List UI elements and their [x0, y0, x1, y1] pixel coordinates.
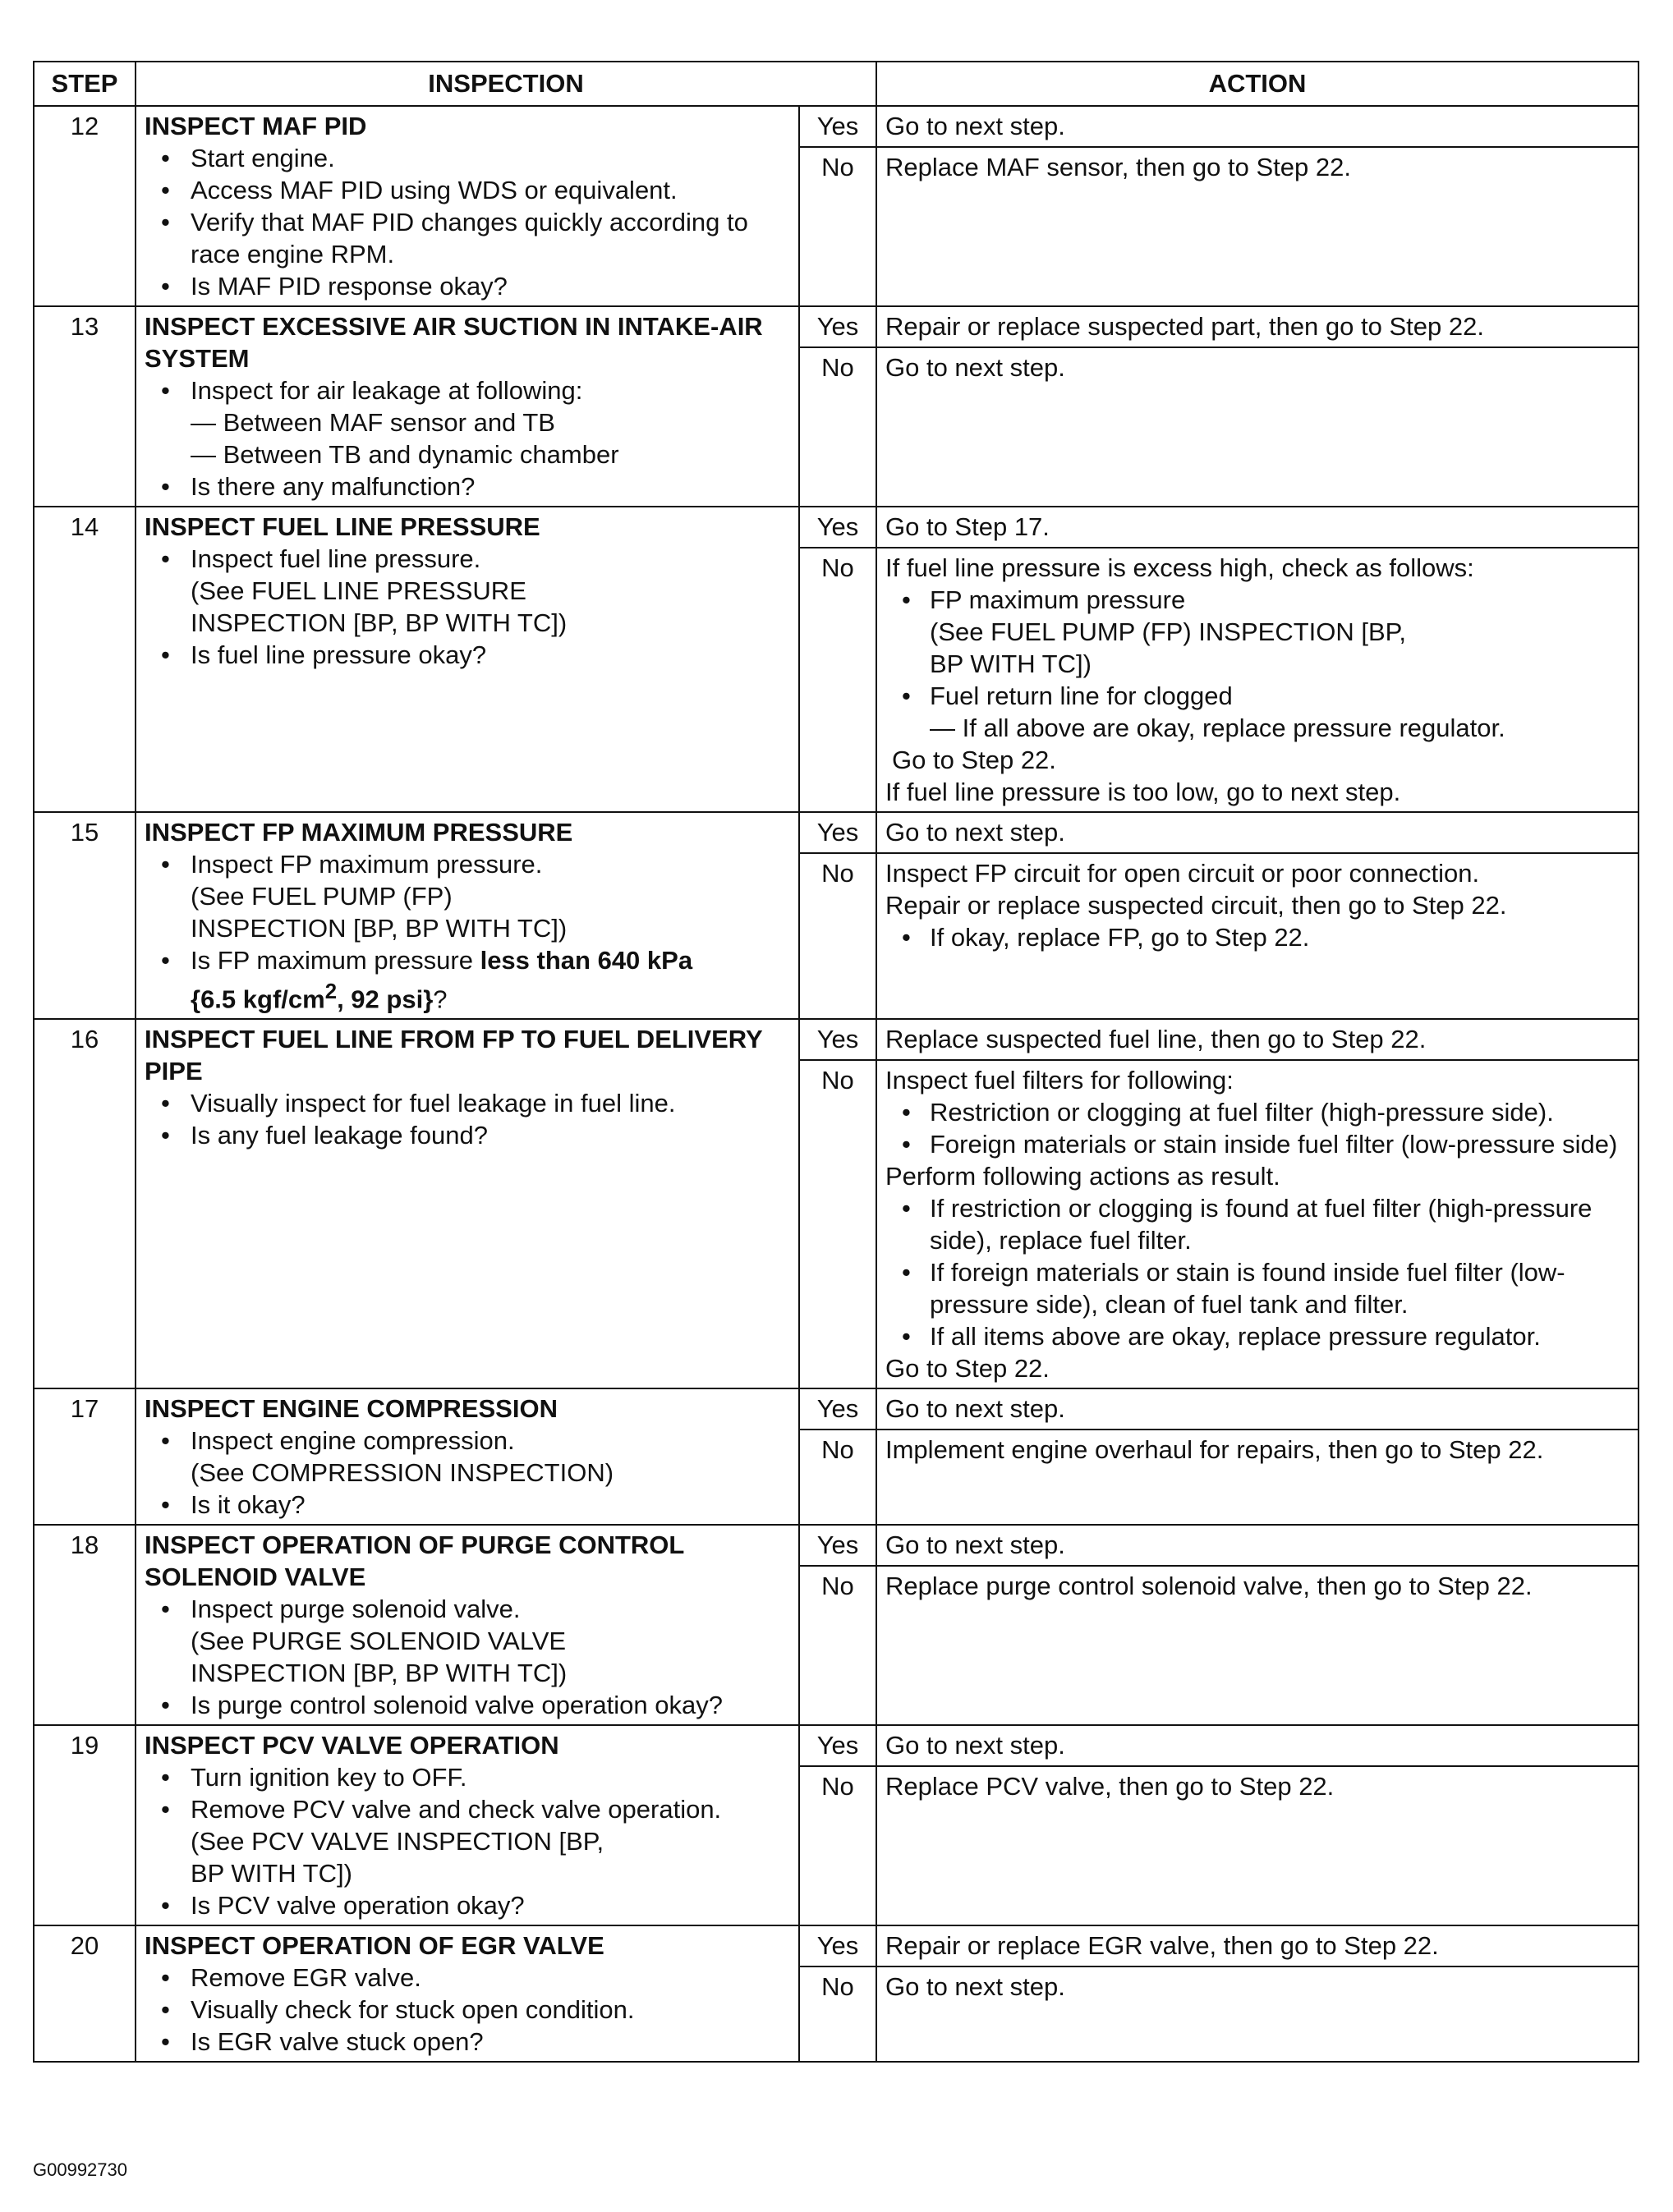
- step-number: 18: [34, 1525, 136, 1725]
- inspection-title: INSPECT OPERATION OF PURGE CONTROL SOLENOID VALVE: [145, 1531, 684, 1592]
- reference-note: (See COMPRESSION INSPECTION): [191, 1458, 614, 1488]
- action-bullets: [885, 1096, 1629, 1160]
- inspection-title: INSPECT OPERATION OF EGR VALVE: [145, 1931, 604, 1961]
- inspection-title: INSPECT FUEL LINE PRESSURE: [145, 512, 540, 541]
- no-action: Go to next step.: [876, 347, 1639, 507]
- step-row-14-yes: [34, 507, 1639, 548]
- yes-action: Go to next step.: [876, 1525, 1639, 1566]
- yes-label: Yes: [799, 106, 876, 147]
- bullet-item: • If foreign materials or stain is found inside fuel filter (low-pressure side), clean of fuel tank and filter.: [885, 1256, 1629, 1320]
- yes-action: Repair or replace suspected part, then go to Step 22.: [876, 306, 1639, 347]
- yes-label: Yes: [799, 1725, 876, 1766]
- bullet-item: • Visually inspect for fuel leakage in fuel line.: [145, 1087, 790, 1119]
- inspection-bullets: [145, 1761, 790, 1921]
- bullet-text: FP maximum pressure: [930, 585, 1186, 614]
- inspection-bullets: [145, 1087, 790, 1151]
- bullet-item: • If okay, replace FP, go to Step 22.: [885, 921, 1629, 953]
- inspection-title: INSPECT PCV VALVE OPERATION: [145, 1731, 559, 1760]
- inspection-bullets: [145, 142, 790, 302]
- step-number: 14: [34, 507, 136, 812]
- bullet-text: Inspect FP maximum pressure.: [191, 850, 543, 879]
- step-number: 12: [34, 106, 136, 306]
- figure-id: G00992730: [33, 2159, 127, 2180]
- bullet-text: Inspect purge solenoid valve.: [191, 1595, 521, 1624]
- yes-label: Yes: [799, 1388, 876, 1430]
- step-row-18-yes: [34, 1525, 1639, 1566]
- bullet-item: • Is purge control solenoid valve operation okay?: [145, 1689, 790, 1721]
- inspection-title: INSPECT FUEL LINE FROM FP TO FUEL DELIVERY PIPE: [145, 1025, 763, 1086]
- yes-action: Go to next step.: [876, 1388, 1639, 1430]
- bullet-item: • Visually check for stuck open condition.: [145, 1994, 790, 2026]
- bullet-text: Fuel return line for clogged: [930, 681, 1233, 710]
- step-row-16-yes: [34, 1019, 1639, 1060]
- inspection-bullets: [145, 543, 790, 671]
- reference-note: INSPECTION [BP, BP WITH TC]): [191, 1659, 568, 1688]
- step-row-13-yes: [34, 306, 1639, 347]
- yes-action: Repair or replace EGR valve, then go to Step 22.: [876, 1925, 1639, 1966]
- reference-note: INSPECTION [BP, BP WITH TC]): [191, 608, 568, 637]
- yes-action: Go to next step.: [876, 106, 1639, 147]
- bullet-item: • Is there any malfunction?: [145, 470, 790, 503]
- inspection-title: INSPECT EXCESSIVE AIR SUCTION IN INTAKE-AIR SYSTEM: [145, 312, 763, 373]
- inspection-bullets: [145, 848, 790, 1015]
- yes-label: Yes: [799, 1925, 876, 1966]
- yes-action: Go to next step.: [876, 812, 1639, 853]
- reference-note: BP WITH TC]): [191, 1859, 352, 1888]
- bullet-text: Inspect fuel line pressure.: [191, 544, 481, 573]
- action-text: Go to Step 22.: [885, 1354, 1050, 1384]
- bullet-item: • Is fuel line pressure okay?: [145, 639, 790, 671]
- bullet-item: • Is PCV valve operation okay?: [145, 1889, 790, 1921]
- inspection-bullets: [145, 1425, 790, 1521]
- step-number: 16: [34, 1019, 136, 1388]
- inspection-bullets: [145, 374, 790, 503]
- no-action: Go to next step.: [876, 1966, 1639, 2062]
- step-number: 17: [34, 1388, 136, 1525]
- no-label: No: [799, 1060, 876, 1388]
- inspection-cell: [136, 1388, 799, 1525]
- no-label: No: [799, 1566, 876, 1725]
- yes-label: Yes: [799, 1525, 876, 1566]
- inspection-cell: [136, 1525, 799, 1725]
- dash-item: — If all above are okay, replace pressure regulator.: [930, 714, 1505, 742]
- step-number: 15: [34, 812, 136, 1019]
- bullet-item: • Foreign materials or stain inside fuel filter (low-pressure side): [885, 1128, 1629, 1160]
- bullet-item: [885, 680, 1629, 744]
- bullet-item: • Remove EGR valve.: [145, 1962, 790, 1994]
- pressure-spec: less than 640 kPa: [480, 946, 693, 975]
- action-text: Go to Step 22.: [892, 746, 1056, 774]
- step-row-12-yes: [34, 106, 1639, 147]
- action-text: If fuel line pressure is too low, go to next step.: [885, 778, 1401, 806]
- step-row-19-yes: [34, 1725, 1639, 1766]
- bullet-item: • Is MAF PID response okay?: [145, 270, 790, 302]
- bullet-text: Remove PCV valve and check valve operation.: [191, 1795, 722, 1824]
- bullet-item: • Start engine.: [145, 142, 790, 174]
- yes-label: Yes: [799, 306, 876, 347]
- inspection-cell: [136, 106, 799, 306]
- bullet-item: • If all items above are okay, replace pressure regulator.: [885, 1320, 1629, 1352]
- diagnostic-table: [33, 61, 1639, 2063]
- inspection-bullets: [145, 1962, 790, 2058]
- bullet-item: • Access MAF PID using WDS or equivalent.: [145, 174, 790, 206]
- bullet-item: [145, 1593, 790, 1689]
- yes-action: Go to Step 17.: [876, 507, 1639, 548]
- action-bullets: [885, 921, 1629, 953]
- reference-note: (See FUEL LINE PRESSURE: [191, 576, 526, 605]
- header-inspection: INSPECTION: [136, 62, 876, 106]
- action-text: Inspect fuel filters for following:: [885, 1066, 1234, 1095]
- inspection-title: INSPECT FP MAXIMUM PRESSURE: [145, 818, 573, 847]
- reference-note: (See PURGE SOLENOID VALVE: [191, 1627, 567, 1656]
- yes-label: Yes: [799, 1019, 876, 1060]
- bullet-item: • Turn ignition key to OFF.: [145, 1761, 790, 1793]
- reference-note: INSPECTION [BP, BP WITH TC]): [191, 914, 568, 943]
- yes-action: Replace suspected fuel line, then go to Step 22.: [876, 1019, 1639, 1060]
- pressure-spec: {6.5 kgf/cm: [191, 984, 325, 1014]
- bullet-item: • If restriction or clogging is found at fuel filter (high-pressure side), replace fuel filter.: [885, 1192, 1629, 1256]
- no-label: No: [799, 548, 876, 812]
- bullet-item: [145, 944, 790, 1015]
- bullet-item: [145, 1793, 790, 1889]
- table-header-row: [34, 62, 1639, 106]
- pressure-spec: , 92 psi}: [337, 984, 434, 1014]
- step-number: 13: [34, 306, 136, 507]
- step-number: 20: [34, 1925, 136, 2062]
- bullet-text: ?: [433, 984, 448, 1014]
- bullet-text: Inspect engine compression.: [191, 1426, 515, 1456]
- diagnostic-procedure-sheet: [33, 61, 1638, 2063]
- dash-item: — Between TB and dynamic chamber: [191, 440, 619, 469]
- header-step: STEP: [34, 62, 136, 106]
- no-action: [876, 1060, 1639, 1388]
- step-row-17-yes: [34, 1388, 1639, 1430]
- no-label: No: [799, 1766, 876, 1925]
- no-action: Implement engine overhaul for repairs, then go to Step 22.: [876, 1430, 1639, 1525]
- action-text: If fuel line pressure is excess high, check as follows:: [885, 553, 1474, 582]
- inspection-title: INSPECT MAF PID: [145, 112, 367, 140]
- reference-note: (See FUEL PUMP (FP): [191, 882, 453, 911]
- step-number: 19: [34, 1725, 136, 1925]
- no-label: No: [799, 853, 876, 1019]
- no-action: Replace purge control solenoid valve, then go to Step 22.: [876, 1566, 1639, 1725]
- bullet-item: • Is any fuel leakage found?: [145, 1119, 790, 1151]
- action-bullets: [885, 584, 1629, 744]
- header-action: ACTION: [876, 62, 1639, 106]
- bullet-item: [145, 374, 790, 470]
- step-row-20-yes: [34, 1925, 1639, 1966]
- inspection-cell: [136, 306, 799, 507]
- inspection-cell: [136, 507, 799, 812]
- bullet-item: • Is it okay?: [145, 1489, 790, 1521]
- bullet-item: [145, 848, 790, 944]
- bullet-item: • Is EGR valve stuck open?: [145, 2026, 790, 2058]
- reference-note: (See FUEL PUMP (FP) INSPECTION [BP,: [930, 617, 1406, 646]
- no-label: No: [799, 1430, 876, 1525]
- inspection-cell: [136, 812, 799, 1019]
- bullet-text: Is FP maximum pressure: [191, 946, 480, 975]
- bullet-item: • Restriction or clogging at fuel filter (high-pressure side).: [885, 1096, 1629, 1128]
- bullet-item: [145, 543, 790, 639]
- inspection-bullets: [145, 1593, 790, 1721]
- inspection-cell: [136, 1925, 799, 2062]
- yes-label: Yes: [799, 812, 876, 853]
- action-text: Repair or replace suspected circuit, then go to Step 22.: [885, 891, 1507, 920]
- yes-action: Go to next step.: [876, 1725, 1639, 1766]
- no-action: [876, 548, 1639, 812]
- inspection-cell: [136, 1019, 799, 1388]
- action-text: Perform following actions as result.: [885, 1162, 1280, 1191]
- action-text: Inspect FP circuit for open circuit or poor connection.: [885, 859, 1480, 888]
- no-label: No: [799, 147, 876, 306]
- action-bullets: [885, 1192, 1629, 1352]
- step-row-15-yes: [34, 812, 1639, 853]
- no-action: [876, 853, 1639, 1019]
- no-action: Replace PCV valve, then go to Step 22.: [876, 1766, 1639, 1925]
- no-action: Replace MAF sensor, then go to Step 22.: [876, 147, 1639, 306]
- dash-item: — Between MAF sensor and TB: [191, 408, 555, 437]
- reference-note: BP WITH TC]): [930, 649, 1092, 678]
- superscript: 2: [324, 980, 338, 1003]
- bullet-item: • Verify that MAF PID changes quickly according to race engine RPM.: [145, 206, 790, 270]
- bullet-text: Inspect for air leakage at following:: [191, 376, 583, 405]
- inspection-cell: [136, 1725, 799, 1925]
- yes-label: Yes: [799, 507, 876, 548]
- no-label: No: [799, 347, 876, 507]
- inspection-title: INSPECT ENGINE COMPRESSION: [145, 1394, 558, 1424]
- reference-note: (See PCV VALVE INSPECTION [BP,: [191, 1827, 604, 1856]
- bullet-item: [145, 1425, 790, 1489]
- bullet-item: [885, 584, 1629, 680]
- no-label: No: [799, 1966, 876, 2062]
